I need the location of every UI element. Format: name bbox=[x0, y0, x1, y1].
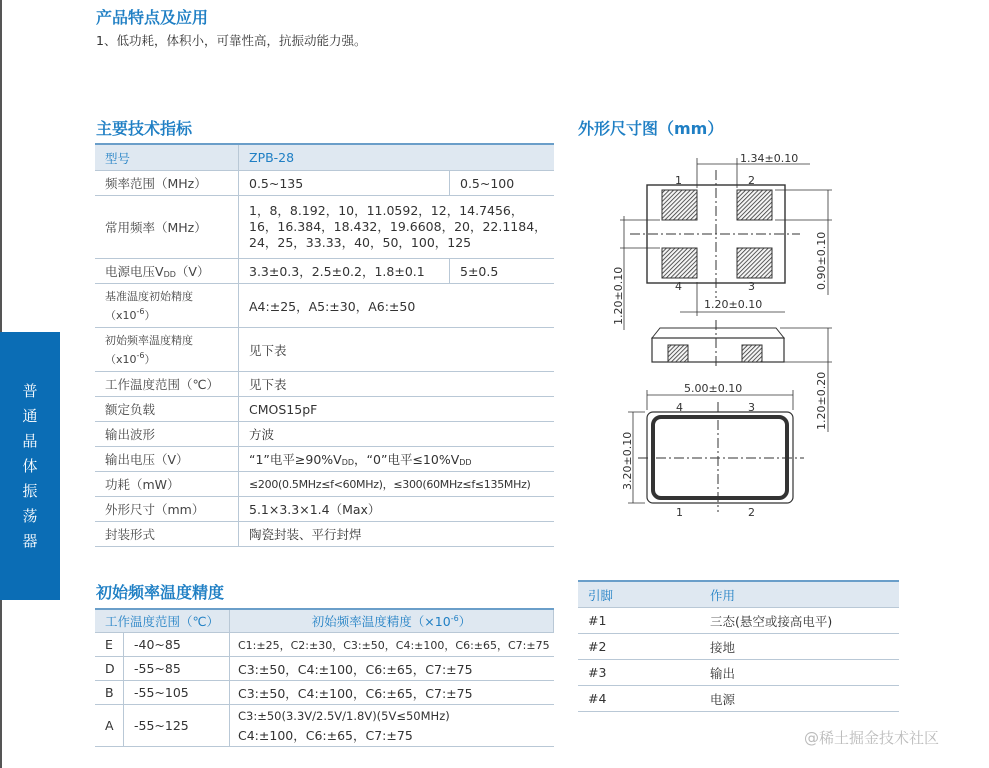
temp-accuracy: C3:±50，C4:±100，C6:±65，C7:±75 bbox=[238, 685, 473, 701]
pin-function: 接地 bbox=[710, 639, 736, 655]
pad-gap-vertical-dimension: 1.20±0.10 bbox=[612, 266, 625, 325]
pin-label: 4 bbox=[675, 280, 682, 293]
table-row bbox=[578, 634, 899, 660]
table-row bbox=[578, 686, 899, 712]
spec-table bbox=[95, 143, 554, 547]
temp-range: -40~85 bbox=[124, 633, 230, 657]
spec-key-unit: （x10 bbox=[105, 352, 137, 366]
side-tab-char: 体 bbox=[22, 456, 38, 475]
spec-key bbox=[95, 328, 239, 372]
spec-key bbox=[95, 259, 239, 284]
specs-heading: 主要技术指标 bbox=[96, 119, 193, 138]
watermark: @稀土掘金技术社区 bbox=[804, 729, 940, 747]
pin-function: 输出 bbox=[710, 665, 736, 681]
function-header: 作用 bbox=[700, 581, 899, 608]
table-row bbox=[95, 422, 554, 447]
temp-grade: B bbox=[95, 681, 124, 705]
pin-number: #2 bbox=[588, 639, 607, 654]
table-row bbox=[95, 447, 554, 472]
spec-key-text: 基准温度初始精度 bbox=[105, 289, 193, 303]
temp-accuracy: C1:±25，C2:±30，C3:±50，C4:±100，C6:±65，C7:±75 bbox=[238, 638, 550, 652]
spec-value: 1，8，8.192，10，11.0592，12，14.7456，16，16.384，18.432，19.6608，20，22.1184，24，25，33.33，40，50，100，125 bbox=[249, 203, 547, 250]
table-row bbox=[95, 196, 554, 259]
subscript: DD bbox=[163, 270, 176, 279]
spec-key: 额定负载 bbox=[95, 397, 239, 422]
temp-header-accuracy bbox=[230, 609, 554, 633]
temp-accuracy-line: C3:±50(3.3V/2.5V/1.8V)(5V≤50MHz) bbox=[238, 709, 450, 723]
spec-value: 5±0.5 bbox=[460, 263, 499, 279]
pad-gap-horizontal-dimension: 1.20±0.10 bbox=[704, 298, 763, 311]
temp-header-row bbox=[95, 609, 554, 633]
pad-height-dimension: 0.90±0.10 bbox=[815, 231, 828, 290]
side-tab-char: 晶 bbox=[22, 431, 38, 450]
temp-accuracy bbox=[230, 705, 554, 747]
side-category-tab bbox=[0, 332, 60, 600]
side-view-outline bbox=[652, 320, 784, 368]
pin-number: #1 bbox=[588, 613, 607, 628]
spec-key: 频率范围（MHz） bbox=[95, 171, 239, 196]
temp-range: -55~105 bbox=[124, 681, 230, 705]
table-row bbox=[95, 657, 554, 681]
temp-range: -55~85 bbox=[124, 657, 230, 681]
spec-key-text: 初始频率温度精度 bbox=[105, 333, 193, 347]
bottom-view-outline bbox=[630, 170, 800, 298]
model-label: 型号 bbox=[95, 144, 239, 171]
pad-pitch-dimension: 1.34±0.10 bbox=[740, 152, 799, 165]
pin-label: 3 bbox=[748, 401, 755, 414]
spec-key-unit: ） bbox=[144, 352, 156, 366]
table-row bbox=[578, 608, 899, 634]
dimension-drawing bbox=[600, 140, 850, 525]
spec-value: 5.1×3.3×1.4（Max） bbox=[249, 502, 381, 517]
spec-value: 方波 bbox=[249, 427, 275, 442]
pin-label: 1 bbox=[675, 174, 682, 187]
pin-function: 三态(悬空或接高电平) bbox=[710, 613, 833, 629]
spec-key: 功耗（mW） bbox=[95, 472, 239, 497]
spec-value: 陶瓷封装、平行封焊 bbox=[249, 527, 362, 542]
pin-label: 2 bbox=[748, 174, 755, 187]
subscript: DD bbox=[459, 458, 472, 467]
side-height-dimension: 1.20±0.20 bbox=[815, 371, 828, 430]
spec-value: 见下表 bbox=[249, 342, 287, 358]
spec-key: 常用频率（MHz） bbox=[95, 196, 239, 259]
pin-header-row bbox=[578, 581, 899, 608]
table-row bbox=[95, 397, 554, 422]
side-tab-char: 器 bbox=[22, 531, 38, 550]
side-tab-char: 普 bbox=[22, 381, 38, 400]
table-row bbox=[95, 259, 554, 284]
spec-key-unit: （x10 bbox=[105, 308, 137, 322]
spec-value bbox=[239, 447, 555, 472]
temp-header-text: ） bbox=[458, 614, 472, 629]
features-line: 1、低功耗，体积小，可靠性高，抗振动能力强。 bbox=[96, 33, 367, 48]
pin-number: #3 bbox=[588, 665, 607, 680]
temp-range: -55~125 bbox=[124, 705, 230, 747]
pin-label: 1 bbox=[676, 506, 683, 519]
table-row bbox=[95, 633, 554, 657]
spec-key: 外形尺寸（mm） bbox=[95, 497, 239, 522]
spec-value: 3.3±0.3，2.5±0.2，1.8±0.1 bbox=[239, 259, 450, 284]
temp-accuracy-line: C4:±100，C6:±65，C7:±75 bbox=[238, 728, 413, 743]
superscript: -6 bbox=[136, 350, 145, 360]
spec-value: CMOS15pF bbox=[249, 401, 318, 417]
table-row bbox=[95, 681, 554, 705]
side-tab-char: 振 bbox=[22, 481, 38, 500]
table-row bbox=[95, 328, 554, 372]
temp-accuracy-table bbox=[95, 608, 554, 747]
spec-value: 0.5~135 bbox=[239, 171, 450, 196]
pin-function: 电源 bbox=[710, 691, 736, 707]
spec-value: A4:±25，A5:±30，A6:±50 bbox=[249, 298, 416, 314]
table-row bbox=[95, 372, 554, 397]
temp-grade: D bbox=[95, 657, 124, 681]
table-row bbox=[95, 497, 554, 522]
table-row bbox=[95, 171, 554, 196]
temp-accuracy-heading: 初始频率温度精度 bbox=[96, 583, 225, 602]
spec-key bbox=[95, 284, 239, 328]
pin-table bbox=[578, 580, 899, 712]
spec-value-text: “1”电平≥90%V bbox=[249, 452, 342, 467]
temp-grade: E bbox=[95, 633, 124, 657]
table-row bbox=[95, 522, 554, 547]
top-view-outline bbox=[638, 402, 804, 512]
model-value: ZPB-28 bbox=[239, 144, 555, 171]
subscript: DD bbox=[341, 458, 355, 467]
features-heading: 产品特点及应用 bbox=[96, 8, 209, 27]
dimensions-heading: 外形尺寸图（mm） bbox=[578, 119, 724, 138]
table-row bbox=[95, 284, 554, 328]
spec-key: 封装形式 bbox=[95, 522, 239, 547]
spec-key: 输出波形 bbox=[95, 422, 239, 447]
table-row bbox=[578, 660, 899, 686]
pin-label: 3 bbox=[748, 280, 755, 293]
spec-value: 0.5~100 bbox=[460, 175, 515, 191]
pin-label: 2 bbox=[748, 506, 755, 519]
pin-label: 4 bbox=[676, 401, 683, 414]
temp-accuracy: C3:±50，C4:±100，C6:±65，C7:±75 bbox=[238, 661, 473, 677]
spec-key: 输出电压（V） bbox=[95, 447, 239, 472]
width-dimension: 5.00±0.10 bbox=[684, 382, 743, 395]
spec-key-unit: ） bbox=[144, 308, 156, 322]
spec-value: ≤200(0.5MHz≤f<60MHz)，≤300(60MHz≤f≤135MHz) bbox=[249, 478, 531, 491]
side-tab-char: 荡 bbox=[22, 506, 38, 525]
spec-key: 工作温度范围（℃） bbox=[95, 372, 239, 397]
temp-grade: A bbox=[95, 705, 124, 747]
table-row bbox=[95, 705, 554, 747]
spec-key-text: 电源电压V bbox=[105, 264, 164, 279]
spec-value: 见下表 bbox=[249, 377, 287, 392]
spec-key-unit: （V） bbox=[175, 264, 210, 279]
pin-number: #4 bbox=[588, 691, 607, 706]
height-dimension: 3.20±0.10 bbox=[621, 431, 634, 490]
temp-header-text: 初始频率温度精度（×10 bbox=[311, 614, 451, 629]
spec-value-text: ，“0”电平≤10%V bbox=[354, 452, 460, 467]
side-tab-char: 通 bbox=[22, 406, 38, 425]
temp-header-range: 工作温度范围（℃） bbox=[95, 609, 230, 633]
spec-header-row bbox=[95, 144, 554, 171]
superscript: -6 bbox=[450, 614, 459, 623]
pin-header: 引脚 bbox=[578, 581, 700, 608]
superscript: -6 bbox=[136, 306, 145, 316]
table-row bbox=[95, 472, 554, 497]
